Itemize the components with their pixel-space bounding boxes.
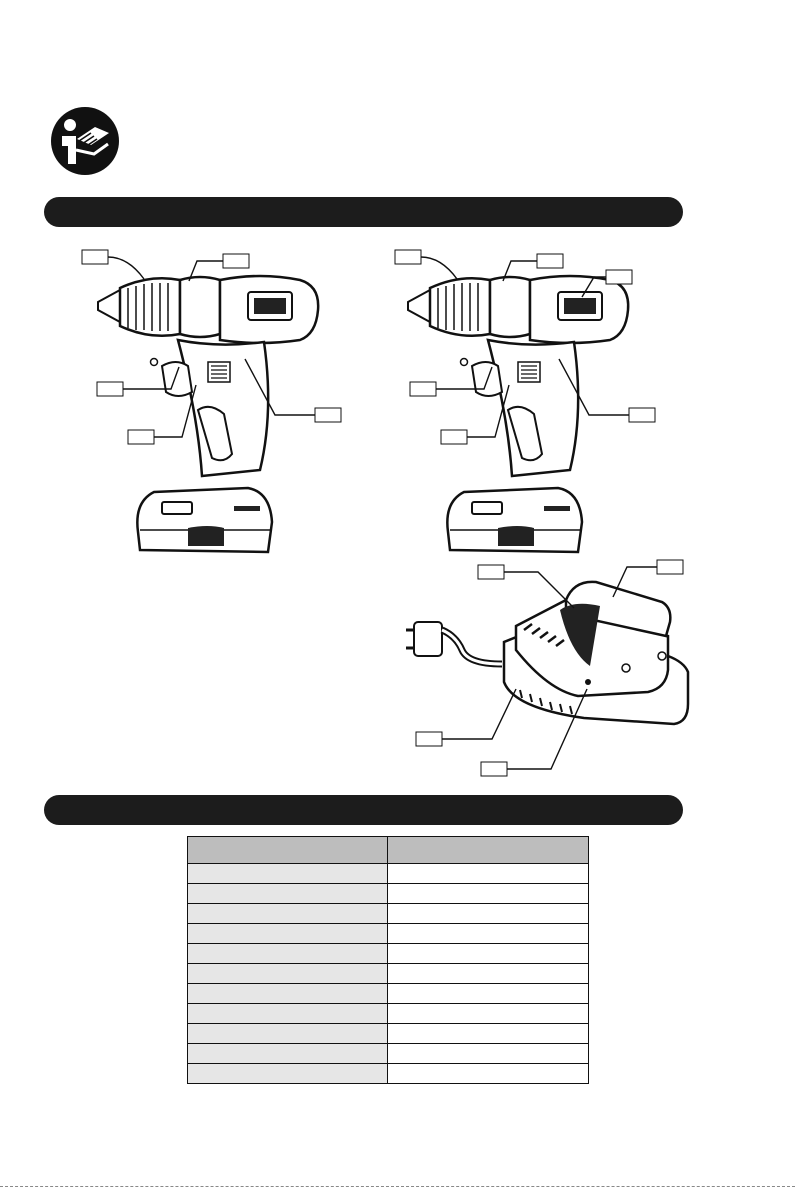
drill-illustration-left [82,250,341,552]
read-manual-icon [50,106,120,176]
table-row [188,1044,589,1064]
table-cell [188,1024,388,1044]
table-cell [188,904,388,924]
table-header-cell [188,837,388,864]
table-cell [188,1044,388,1064]
table-cell [388,924,589,944]
table-cell [388,984,589,1004]
table-row [188,1064,589,1084]
table-cell [388,1064,589,1084]
table-cell [388,904,589,924]
table-cell [188,1064,388,1084]
table-cell [188,984,388,1004]
table-cell [188,864,388,884]
table-cell [388,1024,589,1044]
table-row [188,944,589,964]
charger-illustration [406,560,688,776]
section-header-bar [44,795,683,825]
table-cell [388,884,589,904]
table-row [188,904,589,924]
table-cell [388,944,589,964]
table-header-cell [388,837,589,864]
drill-illustration-right [395,250,655,552]
table-cell [388,864,589,884]
table-cell [188,884,388,904]
table-row [188,1024,589,1044]
page-cut-line [0,1186,795,1187]
table-cell [188,944,388,964]
table-row [188,984,589,1004]
product-illustrations [0,230,795,790]
table-row [188,864,589,884]
table-cell [188,1004,388,1024]
table-row [188,1004,589,1024]
table-cell [388,1004,589,1024]
table-header-row [188,837,589,864]
table-row [188,884,589,904]
table-cell [188,924,388,944]
table-cell [388,1044,589,1064]
table-row [188,924,589,944]
table-cell [188,964,388,984]
table-cell [388,964,589,984]
section-header-bar [44,197,683,227]
table-row [188,964,589,984]
specifications-table [187,836,589,1084]
